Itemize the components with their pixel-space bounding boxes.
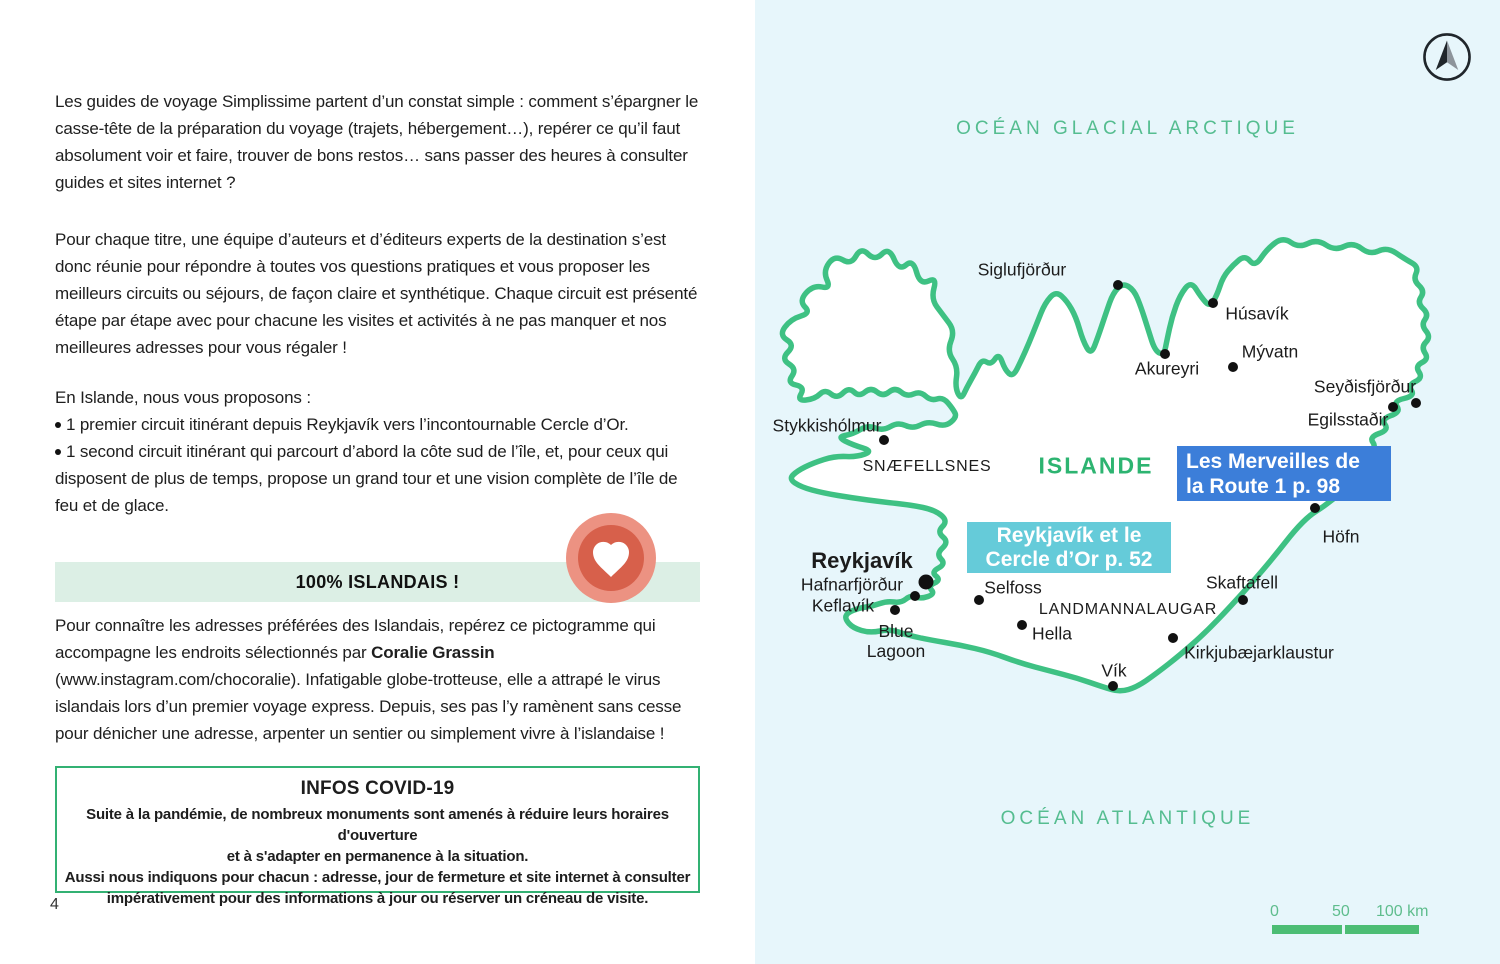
city-dot-selfoss — [974, 595, 984, 605]
bullet-item-1: 1 premier circuit itinérant depuis Reykjavík vers l’incontournable Cercle d’Or. — [66, 415, 629, 434]
page-number: 4 — [50, 896, 59, 913]
bullet-icon — [55, 422, 61, 428]
route1-line1: Les Merveilles de — [1186, 450, 1360, 473]
bullet-icon — [55, 449, 61, 455]
city-dot-egilsstadir — [1388, 402, 1398, 412]
city-label-vik: Vík — [1101, 660, 1127, 681]
city-label-skaftafell: Skaftafell — [1206, 572, 1278, 593]
city-label-keflavik: Keflavík — [811, 595, 875, 616]
city-dot-myvatn — [1228, 362, 1238, 372]
islandais-title: 100% ISLANDAIS ! — [295, 572, 460, 592]
proposons-intro: En Islande, nous vous proposons : — [55, 388, 311, 407]
city-label-selfoss: Selfoss — [984, 577, 1042, 598]
city-dot-stykkisholmur — [879, 435, 889, 445]
scale-label-0: 0 — [1270, 903, 1279, 920]
covid-line-1: Suite à la pandémie, de nombreux monuments sont amenés à réduire leurs horaires d'ouverture — [86, 806, 669, 844]
covid-line-4: impérativement pour des informations à jour ou réserver un créneau de visite. — [106, 890, 649, 907]
city-label-hofn: Höfn — [1322, 526, 1360, 547]
bullet-item-2: 1 second circuit itinérant qui parcourt d’abord la côte sud de l’île, et, pour ceux qui disposent de plus de temps, propose un grand tour et une vision complète de l’île de feu et de glace. — [55, 442, 678, 515]
city-dot-siglufjordur — [1113, 280, 1123, 290]
city-label-stykkisholmur: Stykkishólmur — [772, 415, 882, 436]
city-label-siglufjordur: Siglufjörður — [977, 259, 1067, 280]
scale-tick-labels — [1260, 903, 1460, 923]
islandais-text-after: (www.instagram.com/chocoralie). Infatigable globe-trotteuse, elle a attrapé le virus islandais lors d’un premier voyage express. Depuis, ses pas l’y ramènent sans cesse pour dénicher une adresse, arpenter un sentier ou simplement vivre à l’islandaise ! — [55, 670, 682, 743]
ocean-label-atlantic: OCÉAN ATLANTIQUE — [1000, 808, 1255, 829]
intro-paragraph-2: Pour chaque titre, une équipe d’auteurs et d’éditeurs experts de la destination s’est donc réunie pour répondre à toutes vos questions pratiques et vous proposer les meilleurs circuits ou séjours, de façon claire et synthétique. Chaque circuit est présenté étape par étape avec pour chacune les visites et activités à ne pas manquer et nos meilleures adresses pour vous régaler ! — [55, 230, 698, 357]
heart-pictogram-icon — [565, 511, 657, 605]
scale-bar-segments — [1272, 925, 1419, 934]
compass-north-icon — [1421, 31, 1473, 83]
city-label-seydisfjordur: Seyðisfjörður — [1313, 376, 1417, 397]
islandais-paragraph — [55, 612, 703, 747]
city-label-hella: Hella — [1032, 623, 1072, 644]
city-dot-husavik — [1208, 298, 1218, 308]
city-label-akureyri: Akureyri — [1134, 358, 1200, 379]
cercle-line1: Reykjavík et le — [996, 524, 1142, 547]
ocean-label-arctic: OCÉAN GLACIAL ARCTIQUE — [956, 118, 1299, 139]
city-label-hafnarfjordur: Hafnarfjörður — [800, 574, 904, 595]
route-box-cercle-dor — [967, 522, 1171, 573]
city-dot-akureyri — [1160, 349, 1170, 359]
country-label-islande: ISLANDE — [1038, 452, 1154, 479]
covid-info-box — [55, 766, 700, 907]
city-dot-hella — [1017, 620, 1027, 630]
city-label-kirkjubaejarklaustur: Kirkjubæjarklaustur — [1184, 642, 1334, 663]
cercle-line2: Cercle d’Or p. 52 — [985, 548, 1153, 571]
map-scale-bar — [1260, 903, 1460, 934]
author-name: Coralie Grassin — [371, 643, 495, 662]
city-dot-hafnarfjordur — [910, 591, 920, 601]
city-label-myvatn: Mývatn — [1241, 341, 1299, 362]
city-dot-seydisfjordur — [1411, 398, 1421, 408]
region-label-snaefellsnes: SNÆFELLSNES — [862, 458, 992, 475]
route-box-route1 — [1177, 446, 1391, 501]
city-dot-kirkjubaejarklaustur — [1168, 633, 1178, 643]
city-label-reykjavik: Reykjavík — [811, 548, 913, 573]
city-dot-vik — [1108, 681, 1118, 691]
region-label-landmannalaugar: LANDMANNALAUGAR — [1038, 601, 1218, 618]
scale-label-100: 100 km — [1376, 903, 1429, 920]
covid-line-2: et à s'adapter en permanence à la situation. — [226, 848, 529, 865]
city-label-husavik: Húsavík — [1225, 303, 1289, 324]
city-dot-hofn — [1310, 503, 1320, 513]
scale-label-50: 50 — [1332, 903, 1350, 920]
route1-line2: la Route 1 p. 98 — [1186, 475, 1341, 498]
map-page — [755, 0, 1500, 964]
proposons-block — [55, 384, 703, 519]
city-label-blue-lagoon: Blue Lagoon — [866, 621, 926, 661]
city-label-egilsstadir: Egilsstaðir — [1307, 409, 1389, 430]
intro-paragraph-1: Les guides de voyage Simplissime partent d’un constat simple : comment s’épargner le casse-tête de la préparation du voyage (trajets, hébergement…), repérer ce qu’il faut absolument voir et faire, trouver de bons restos… sans passer des heures à consulter guides et sites internet ? — [55, 92, 699, 192]
city-dot-keflavik — [890, 605, 900, 615]
city-dot-reykjavik — [919, 575, 934, 590]
city-dot-skaftafell — [1238, 595, 1248, 605]
islandais-text-before: Pour connaître les adresses préférées des Islandais, repérez ce pictogramme qui accompagne les endroits sélectionnés par — [55, 616, 656, 662]
covid-line-3: Aussi nous indiquons pour chacun : adresse, jour de fermeture et site internet à consulter — [64, 869, 691, 886]
covid-title: INFOS COVID-19 — [300, 778, 455, 799]
